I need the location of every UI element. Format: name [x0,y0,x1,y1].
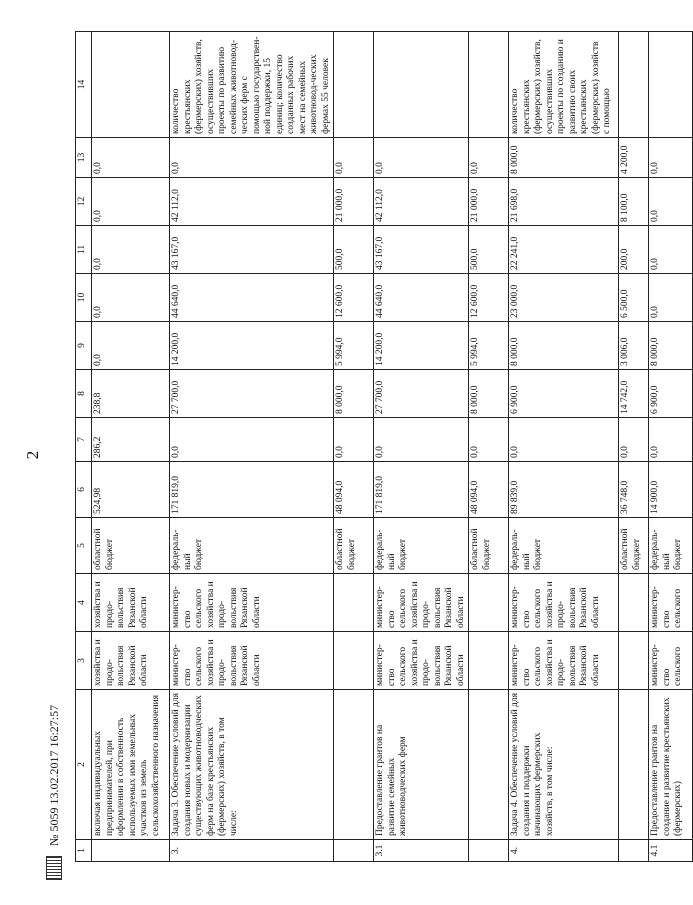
table-cell: 171 819,0 [170,462,334,518]
table-cell: 44 640,0 [374,274,469,322]
table-cell [469,840,509,862]
table-cell: 36 748,0 [619,462,649,518]
table-cell [619,32,649,138]
column-header: 8 [76,370,92,418]
table-cell: 14 742,0 [619,370,649,418]
table-row [469,32,509,862]
table-cell: 8 000,0 [469,370,509,418]
table-cell: министер-ство сельского хозяйства и продо-вольствия Рязанской области [374,574,469,632]
table-cell [374,32,469,138]
table-cell: Предоставление грантов на создание и развитие крестьянских (фермерских) [649,690,693,840]
table-cell [469,574,509,632]
table-cell: областной бюджет [334,518,374,574]
table-cell: 5 994,0 [334,322,374,370]
table-cell [649,32,693,138]
table-cell [619,690,649,840]
table-cell: 0,0 [469,418,509,462]
table-cell [469,32,509,138]
table-cell [619,840,649,862]
stamp-barcode-icon [46,856,62,880]
table-cell: министер-ство сельского хозяйства и продо-вольствия Рязанской области [374,632,469,690]
table-cell [619,632,649,690]
table-cell: включая индивидуальных предпринимателей, при оформлении в собственность используемых ими земельных участков из земель сельскохозяйственного назначения [92,690,170,840]
column-header: 12 [76,178,92,226]
table-cell: 42 112,0 [374,178,469,226]
table-cell: 42 112,0 [170,178,334,226]
table-cell: хозяйства и продо-вольствия Рязанской области [92,574,170,632]
page-number: 2 [23,450,42,460]
table-cell [92,840,170,862]
table-cell: 43 167,0 [374,226,469,274]
table-cell: 0,0 [374,138,469,178]
table-row [619,32,649,862]
table-cell [92,32,170,138]
table-cell: 12 600,0 [469,274,509,322]
table-cell: 21 698,0 [509,178,619,226]
table-row [374,32,469,862]
table-cell: 0,0 [92,322,170,370]
table-cell: 8 100,0 [619,178,649,226]
table-row [170,32,334,862]
table-cell: министер-ство сельского хозяйства и продо-вольствия Рязанской области [509,632,619,690]
rotated-sheet [75,32,683,862]
table-cell: 44 640,0 [170,274,334,322]
table-cell: министер-ство сельского хозяйства и продо-вольствия Рязанской области [170,632,334,690]
table-cell: 48 094,0 [334,462,374,518]
table-cell: 0,0 [469,138,509,178]
table-cell: 3 006,0 [619,322,649,370]
table-cell: федераль-ный бюджет [509,518,619,574]
header-row [76,32,92,862]
column-header: 3 [76,632,92,690]
table-cell: 5 994,0 [469,322,509,370]
table-cell: количество крестьянских (фермерских) хозяйств, осуществивших проекты по развитию семейных животновод-ческих ферм с помощью государствен-ной поддержки, 15 единиц; количество созданных рабочих мест на семейных животновод-ческих фермах 55 человек [170,32,334,138]
table-cell: 0,0 [92,138,170,178]
table-cell: 4.1 [649,840,693,862]
table-cell: 89 839,0 [509,462,619,518]
table-cell: 286,2 [92,418,170,462]
column-header: 11 [76,226,92,274]
table-cell: 500,0 [334,226,374,274]
table-cell: 6 900,0 [509,370,619,418]
table-cell: министер-ство сельского [649,574,693,632]
table-cell: 27 700,0 [374,370,469,418]
table-cell: 27 700,0 [170,370,334,418]
table-cell: 0,0 [92,178,170,226]
table-cell: Задача 4. Обеспечение условий для создания и поддержки начинающих фермерских хозяйств, в том числе: [509,690,619,840]
column-header: 7 [76,418,92,462]
table-cell: 238,8 [92,370,170,418]
column-header: 1 [76,840,92,862]
table-cell: количество крестьянских (фермерских) хозяйств, осуществивших проекты по созданию и развитию своих крестьянских (фермерских) хозяйств с помощью [509,32,619,138]
table-cell: 43 167,0 [170,226,334,274]
table-cell: 0,0 [92,274,170,322]
column-header: 10 [76,274,92,322]
table-cell: 21 000,0 [469,178,509,226]
table-cell: Предоставление грантов на развитие семейных животноводческих ферм [374,690,469,840]
table-cell [469,632,509,690]
table-cell: областной бюджет [92,518,170,574]
table-cell [619,574,649,632]
table-cell: 0,0 [649,178,693,226]
table-cell: 200,0 [619,226,649,274]
column-header: 2 [76,690,92,840]
table-cell: областной бюджет [619,518,649,574]
table-cell: 0,0 [92,226,170,274]
table-row [509,32,619,862]
table-cell: 0,0 [649,274,693,322]
table-cell: 4. [509,840,619,862]
table-cell: 14 900,0 [649,462,693,518]
table-cell: 0,0 [374,418,469,462]
table-body [92,32,693,862]
table-cell: 524,98 [92,462,170,518]
table-cell: 14 200,0 [374,322,469,370]
table-cell: 6 900,0 [649,370,693,418]
table-cell: 8 000,0 [509,138,619,178]
table-cell: хозяйства и продо-вольствия Рязанской области [92,632,170,690]
column-header: 6 [76,462,92,518]
table-cell [334,840,374,862]
table-cell: 0,0 [649,226,693,274]
table-cell: 0,0 [170,138,334,178]
table-row [92,32,170,862]
column-header: 13 [76,138,92,178]
table-cell: 8 000,0 [509,322,619,370]
table-cell: 0,0 [334,418,374,462]
table-cell: 23 000,0 [509,274,619,322]
column-header: 9 [76,322,92,370]
table-row [334,32,374,862]
column-header: 4 [76,574,92,632]
table-cell: 3. [170,840,334,862]
table-cell: министер-ство сельского хозяйства и продо-вольствия Рязанской области [170,574,334,632]
registration-stamp [40,630,68,880]
table-cell: 21 000,0 [334,178,374,226]
table-cell: 0,0 [509,418,619,462]
table-cell: 6 500,0 [619,274,649,322]
column-header: 14 [76,32,92,138]
table-cell: 0,0 [619,418,649,462]
table-cell: 8 000,0 [334,370,374,418]
table-cell: 8 000,0 [649,322,693,370]
table-cell: 500,0 [469,226,509,274]
table-cell [469,690,509,840]
table-cell: 0,0 [649,418,693,462]
stamp-text: № 5059 13.02.2017 16:27:57 [46,704,61,846]
table-cell: областной бюджет [469,518,509,574]
table-cell: 12 600,0 [334,274,374,322]
table-cell [334,32,374,138]
table-cell: федераль-ный бюджет [374,518,469,574]
table-cell: 48 094,0 [469,462,509,518]
table-cell: федераль-ный бюджет [170,518,334,574]
table-cell: 3.1 [374,840,469,862]
table-row [649,32,693,862]
table-cell: 171 819,0 [374,462,469,518]
table-cell: Задача 3. Обеспечение условий для создания новых и модернизации существующих животноводческих ферм на базе крестьянских (фермерских) хозяйств, в том числе: [170,690,334,840]
table-cell [334,574,374,632]
table-cell: 0,0 [334,138,374,178]
table-cell: 22 241,0 [509,226,619,274]
table-cell: 0,0 [170,418,334,462]
table-cell: 4 200,0 [619,138,649,178]
table-cell [334,632,374,690]
table-cell [334,690,374,840]
table-cell: 0,0 [649,138,693,178]
program-table [75,31,693,862]
table-cell: министер-ство сельского хозяйства и продо-вольствия Рязанской области [509,574,619,632]
column-header: 5 [76,518,92,574]
table-cell: 14 200,0 [170,322,334,370]
table-cell: министер-ство сельского [649,632,693,690]
table-cell: федераль-ный бюджет [649,518,693,574]
